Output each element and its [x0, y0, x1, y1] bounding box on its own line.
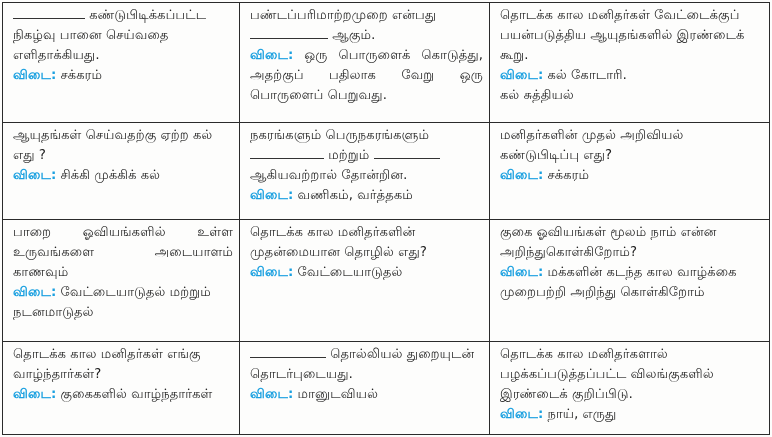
table-row: [3, 123, 770, 220]
answer-text: வேட்டையாடுதல் மற்றும் நடனமாடுதல்: [13, 285, 211, 320]
question-text: தொல்லியல் துறையுடன் தொடர்புடையது.: [250, 347, 479, 382]
answer: [13, 283, 233, 323]
question: [250, 6, 483, 46]
answer-label: விடை:: [13, 68, 57, 83]
answer: [250, 186, 483, 206]
answer: [500, 263, 763, 303]
answer-label: விடை:: [250, 188, 294, 203]
question: பாறை ஓவியங்களில் உள்ள உருவங்களை அடையாளம் காணவும்: [13, 225, 238, 280]
question: ஆயுதங்கள் செய்வதற்கு ஏற்ற கல் எது ?: [13, 128, 217, 163]
question-text-mid: மற்றும்: [324, 148, 374, 163]
question: தொடக்க கால மனிதர்கள் எங்கு வாழ்ந்தார்கள்?: [13, 347, 205, 382]
answer-label: விடை:: [500, 407, 544, 422]
answer-text: வணிகம், வர்த்தகம்: [293, 188, 413, 203]
answer-text: மக்களின் கடந்த கால வாழ்க்கை முறைபற்றி அறிந்து கொள்கிறோம்: [500, 265, 737, 300]
question-text-end: ஆகியவற்றால் தோன்றின.: [250, 168, 408, 183]
answer: [13, 66, 233, 86]
answer-label: விடை:: [500, 68, 544, 83]
answer-text: கல் கோடாரி.: [543, 68, 627, 83]
question: மனிதர்களின் முதல் அறிவியல் கண்டுபிடிப்பு எது?: [500, 128, 688, 163]
question-text: கண்டுபிடிக்கப்பட்ட நிகழ்வு பானை செய்வதை எளிதாக்கியது.: [13, 8, 211, 63]
answer-label: விடை:: [500, 168, 544, 183]
question: [250, 126, 483, 186]
fill-blank: [374, 146, 440, 159]
qa-table: [2, 2, 770, 435]
question-text: பண்டப்பரிமாற்றமுறை என்பது: [250, 8, 437, 23]
answer-text: ஒரு பொருளைக் கொடுத்து, அதற்குப் பதிலாக வேறு ஒரு பொருளைப் பெறுவது.: [250, 48, 483, 103]
answer: [500, 166, 763, 186]
answer: [500, 66, 763, 86]
fill-blank: [250, 345, 326, 358]
answer-label: விடை:: [250, 387, 294, 402]
answer-text-extra: கல் சுத்தியல்: [500, 88, 574, 103]
qa-cell: [490, 342, 770, 435]
answer-text: சக்கரம்: [543, 168, 590, 183]
answer-label: விடை:: [13, 168, 57, 183]
question: குகை ஓவியங்கள் மூலம் நாம் என்ன அறிந்துகொள்கிறோம்?: [500, 225, 721, 260]
answer-text: குகைகளில் வாழ்ந்தார்கள்: [56, 387, 213, 402]
question-text-end: ஆகும்.: [328, 28, 376, 43]
qa-cell: [240, 220, 490, 342]
answer: [13, 385, 233, 405]
qa-cell: [490, 220, 770, 342]
answer-label: விடை:: [13, 387, 57, 402]
fill-blank: [250, 146, 324, 159]
qa-cell: [240, 342, 490, 435]
answer: [250, 263, 483, 283]
answer: [250, 46, 483, 106]
qa-cell: [3, 123, 240, 220]
question: [250, 345, 483, 385]
qa-cell: [3, 220, 240, 342]
answer-text: சக்கரம்: [56, 68, 103, 83]
question: தொடக்க கால மனிதர்களால் பழக்கப்படுத்தப்பட்ட விலங்குகளில் இரண்டைக் குறிப்பிடு.: [500, 347, 718, 402]
fill-blank: [250, 26, 328, 39]
answer-text: மானுடவியல்: [293, 387, 379, 402]
question: [13, 6, 233, 66]
table-row: [3, 220, 770, 342]
answer: [500, 405, 763, 425]
qa-cell: [490, 3, 770, 123]
qa-cell: [3, 3, 240, 123]
answer-text: நாய், எருது: [543, 407, 617, 422]
qa-cell: [3, 342, 240, 435]
question: தொடக்க கால மனிதர்கள் வேட்டைக்குப் பயன்படுத்திய ஆயுதங்களில் இரண்டைக் கூறு.: [500, 8, 749, 63]
answer: [13, 166, 233, 186]
fill-blank: [13, 6, 85, 19]
table-row: [3, 3, 770, 123]
qa-cell: [240, 3, 490, 123]
answer-label: விடை:: [250, 48, 294, 63]
question-text: நகரங்களும் பெருநகரங்களும்: [250, 128, 430, 143]
table-row: [3, 342, 770, 435]
qa-cell: [490, 123, 770, 220]
qa-cell: [240, 123, 490, 220]
answer-label: விடை:: [500, 265, 544, 280]
answer-text: சிக்கி முக்கிக் கல்: [56, 168, 161, 183]
answer: [250, 385, 483, 405]
answer-text: வேட்டையாடுதல்: [293, 265, 403, 280]
answer-label: விடை:: [250, 265, 294, 280]
question: தொடக்க கால மனிதர்களின் முதன்மையான தொழில் எது?: [250, 225, 427, 260]
answer-label: விடை:: [13, 285, 57, 300]
